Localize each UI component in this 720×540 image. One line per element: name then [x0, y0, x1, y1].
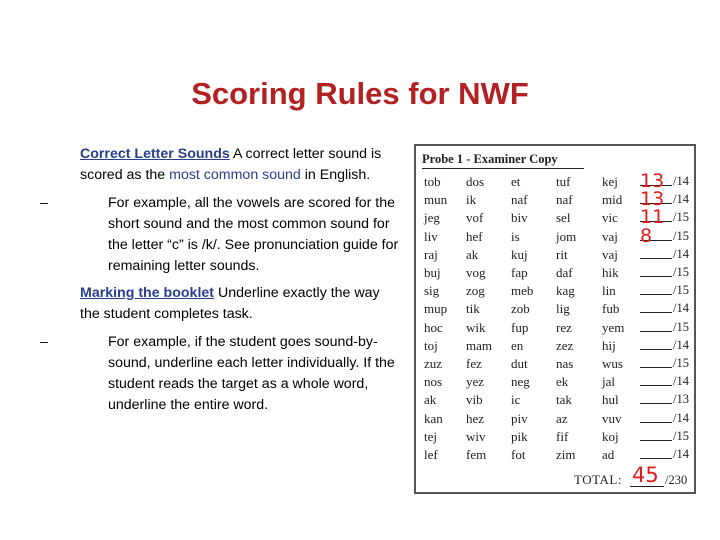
probe-row: [424, 320, 694, 338]
probe-word: jom: [556, 228, 577, 244]
rule-heading-marking-booklet[interactable]: Marking the booklet: [80, 285, 215, 301]
probe-word: mid: [602, 192, 623, 208]
probe-word: mam: [466, 337, 492, 353]
rule-text-a: A correct letter sound is scored as the: [80, 146, 382, 183]
probe-word: neg: [511, 374, 530, 390]
dash-bullet: –: [40, 334, 48, 350]
probe-word: fap: [511, 265, 528, 280]
handwritten-score: 8: [640, 224, 653, 247]
probe-word: dut: [511, 356, 528, 371]
row-max-score: /14: [673, 374, 689, 389]
probe-row: [424, 206, 694, 229]
probe-word: ak: [466, 246, 479, 262]
probe-word: yez: [466, 374, 485, 390]
row-max-score: /13: [673, 392, 689, 407]
probe-word: toj: [424, 337, 438, 353]
probe-word: et: [511, 174, 521, 189]
rule-text-b: in English.: [300, 167, 371, 183]
row-max-score: /14: [673, 337, 689, 352]
probe-word: vaj: [602, 228, 618, 244]
probe-word: daf: [556, 265, 573, 280]
probe-word: tuf: [556, 174, 571, 189]
probe-title: Probe 1 - Examiner Copy: [422, 152, 584, 169]
probe-word: lin: [602, 283, 616, 299]
probe-word: sig: [424, 283, 440, 299]
probe-word: naf: [556, 192, 573, 208]
score-blank: [640, 312, 672, 313]
row-max-score: /14: [673, 192, 689, 207]
probe-word: zob: [511, 301, 530, 317]
probe-word: vof: [466, 210, 484, 226]
probe-word: nos: [424, 374, 443, 390]
probe-word: ak: [424, 392, 437, 408]
probe-word: vog: [466, 265, 486, 280]
probe-row: [424, 411, 694, 429]
score-blank: [640, 403, 672, 404]
probe-word: sel: [556, 210, 571, 226]
probe-word: tob: [424, 174, 441, 189]
probe-word: rez: [556, 319, 572, 335]
rule-heading-correct-letter-sounds[interactable]: Correct Letter Sounds: [80, 146, 230, 162]
probe-word: kag: [556, 283, 575, 299]
probe-word: wik: [466, 319, 486, 335]
row-max-score: /14: [673, 174, 689, 188]
probe-word: vic: [602, 210, 618, 226]
probe-word: pik: [511, 428, 528, 444]
probe-word: fup: [511, 319, 529, 335]
total-label: TOTAL:: [574, 472, 622, 487]
probe-word: hef: [466, 228, 483, 244]
probe-word: wus: [602, 356, 623, 371]
probe-word: tej: [424, 428, 437, 444]
probe-word: kan: [424, 410, 443, 426]
rule-text: Underline exactly the way the student completes task.: [80, 285, 380, 322]
probe-word: ad: [602, 447, 615, 462]
probe-word: fif: [556, 428, 569, 444]
probe-word: lig: [556, 301, 570, 317]
handwritten-total: 45: [632, 463, 659, 487]
probe-word: kej: [602, 174, 618, 189]
probe-word: tik: [466, 301, 480, 317]
rules-text-block: [40, 144, 400, 416]
probe-row: [424, 338, 694, 356]
probe-word: zuz: [424, 356, 443, 371]
rule-marking-booklet: [40, 283, 400, 325]
total-score: /230: [665, 473, 688, 487]
probe-word: ic: [511, 392, 521, 408]
probe-word: tak: [556, 392, 572, 408]
score-blank: [640, 258, 672, 259]
handwritten-score: 11: [640, 206, 665, 229]
probe-word: jeg: [424, 210, 440, 226]
row-max-score: /15: [673, 210, 689, 225]
rule-example-text: For example, all the vowels are scored for the short sound and the most common sound for the letter “c” is /k/. See pronunciation guide for remaining letter sounds.: [108, 195, 399, 274]
probe-word: ek: [556, 374, 569, 390]
probe-word: en: [511, 337, 524, 353]
probe-word: ik: [466, 192, 477, 208]
probe-word: mun: [424, 192, 448, 208]
score-blank: [640, 349, 672, 350]
probe-word: is: [511, 228, 520, 244]
row-max-score: /14: [673, 301, 689, 316]
row-max-score: /15: [673, 265, 689, 279]
row-max-score: /15: [673, 319, 689, 334]
handwritten-score: 13: [640, 170, 665, 192]
probe-word: jal: [602, 374, 615, 390]
probe-word: az: [556, 410, 568, 426]
row-max-score: /15: [673, 356, 689, 370]
probe-word: fot: [511, 447, 526, 462]
rule-example-vowels: [40, 193, 400, 277]
probe-row: [424, 429, 694, 447]
probe-examiner-copy: [414, 144, 696, 494]
probe-word: lef: [424, 447, 438, 462]
probe-row: [424, 265, 694, 283]
probe-word: mup: [424, 301, 448, 317]
probe-word: hez: [466, 410, 485, 426]
rule-emphasis: most common sound: [169, 167, 301, 183]
handwritten-score: 13: [640, 188, 665, 211]
score-blank: [640, 367, 672, 368]
probe-word: fem: [466, 447, 487, 462]
probe-word: fez: [466, 356, 482, 371]
probe-row: [424, 247, 694, 265]
probe-word: hoc: [424, 319, 443, 335]
score-blank: [640, 422, 672, 423]
probe-word: zez: [556, 337, 574, 353]
probe-word: koj: [602, 428, 619, 444]
probe-row: [424, 356, 694, 374]
probe-word: biv: [511, 210, 528, 226]
probe-word: dos: [466, 174, 485, 189]
score-blank: [640, 440, 672, 441]
score-blank: [640, 458, 672, 459]
probe-word: naf: [511, 192, 528, 208]
probe-word: zim: [556, 447, 576, 462]
probe-row: [424, 301, 694, 319]
probe-word: liv: [424, 228, 438, 244]
score-blank: [640, 294, 672, 295]
probe-word: raj: [424, 246, 438, 262]
row-max-score: /14: [673, 447, 689, 461]
probe-word: hik: [602, 265, 619, 280]
probe-word: buj: [424, 265, 441, 280]
score-blank: [640, 276, 672, 277]
probe-word: wiv: [466, 428, 486, 444]
score-blank: [640, 385, 672, 386]
row-max-score: /15: [673, 283, 689, 298]
slide-title: Scoring Rules for NWF: [191, 76, 529, 111]
probe-word: vuv: [602, 410, 622, 426]
row-max-score: /15: [673, 228, 689, 243]
probe-word: piv: [511, 410, 528, 426]
probe-row: [424, 374, 694, 392]
row-max-score: /14: [673, 410, 689, 425]
probe-word: meb: [511, 283, 534, 299]
rule-example-text: For example, if the student goes sound-by-sound, underline each letter individually. If the student reads the target as a whole word, underline the entire word.: [108, 334, 395, 413]
probe-word: kuj: [511, 246, 528, 262]
row-max-score: /15: [673, 428, 689, 443]
rule-correct-letter-sounds: [40, 144, 400, 186]
row-max-score: /14: [673, 246, 689, 261]
probe-word: rit: [556, 246, 568, 262]
dash-bullet: –: [40, 195, 48, 211]
probe-word: yem: [602, 319, 625, 335]
probe-row: [424, 283, 694, 301]
probe-word: zog: [466, 283, 485, 299]
probe-word: fub: [602, 301, 620, 317]
probe-word: vaj: [602, 246, 618, 262]
probe-row: [424, 392, 694, 410]
probe-word: hij: [602, 337, 616, 353]
probe-word: nas: [556, 356, 574, 371]
probe-word: hul: [602, 392, 619, 408]
probe-row: [424, 224, 694, 247]
probe-word: vib: [466, 392, 483, 408]
score-blank: [640, 331, 672, 332]
rule-example-underline: [40, 332, 400, 416]
